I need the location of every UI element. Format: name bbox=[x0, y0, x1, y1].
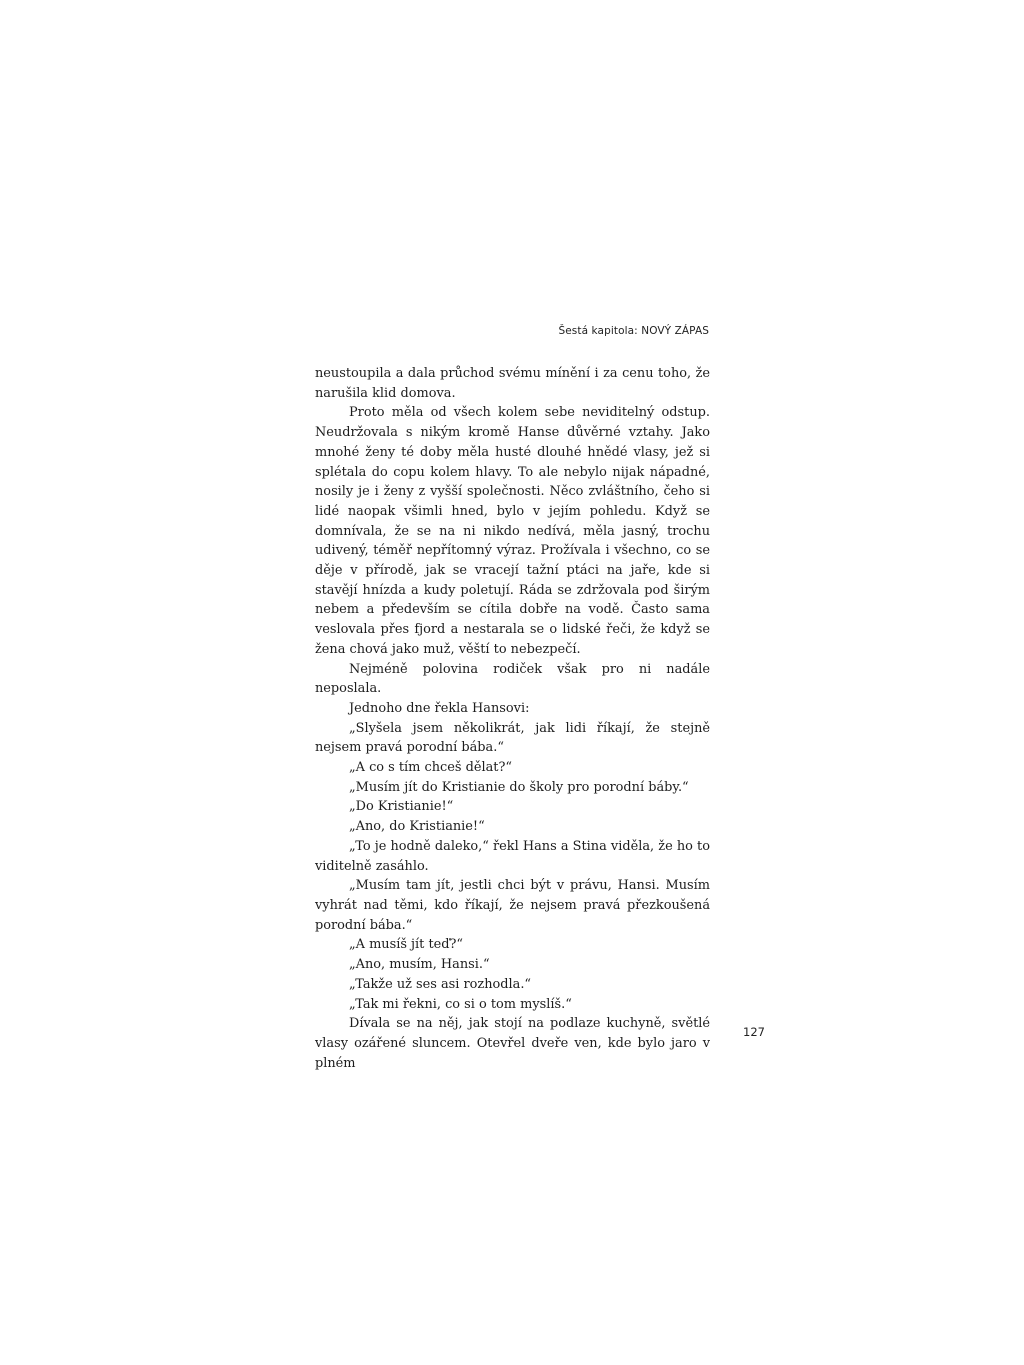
paragraph-9: „Ano, do Kristianie!“ bbox=[349, 819, 485, 835]
body-text bbox=[315, 364, 710, 1073]
page-number: 127 bbox=[743, 1025, 765, 1039]
paragraph-10: „To je hodně daleko,“ řekl Hans a Stina viděla, že ho to viditelně zasáhlo. bbox=[315, 838, 710, 874]
paragraph-11: „Musím tam jít, jestli chci být v právu, Hansi. Musím vyhrát nad těmi, kdo říkají, že nejsem pravá přezkoušená porodní bába.“ bbox=[315, 878, 710, 933]
paragraph-7: „Musím jít do Kristianie do školy pro porodní báby.“ bbox=[349, 779, 689, 795]
paragraph-5: „Slyšela jsem několikrát, jak lidi říkají, že stejně nejsem pravá porodní bába.“ bbox=[315, 720, 710, 756]
paragraph-13: „Ano, musím, Hansi.“ bbox=[349, 957, 490, 973]
paragraph-12: „A musíš jít teď?“ bbox=[349, 937, 464, 953]
paragraph-3: Nejméně polovina rodiček však pro ni nadále neposlala. bbox=[315, 661, 710, 697]
paragraph-15: „Tak mi řekni, co si o tom myslíš.“ bbox=[349, 996, 572, 1012]
paragraph-14: „Takže už ses asi rozhodla.“ bbox=[349, 976, 532, 992]
paragraph-16: Dívala se na něj, jak stojí na podlaze kuchyně, světlé vlasy ozářené sluncem. Otevřel dveře ven, kde bylo jaro v plném bbox=[315, 1016, 710, 1071]
paragraph-8: „Do Kristianie!“ bbox=[349, 799, 454, 815]
paragraph-6: „A co s tím chceš dělat?“ bbox=[349, 760, 512, 776]
running-header: Šestá kapitola: NOVÝ ZÁPAS bbox=[558, 325, 709, 337]
paragraph-1: neustoupila a dala průchod svému mínění i za cenu toho, že narušila klid domova. bbox=[315, 366, 710, 401]
paragraph-2: Proto měla od všech kolem sebe neviditelný odstup. Neudržovala s nikým kromě Hanse důvěrné vztahy. Jako mnohé ženy té doby měla husté dlouhé hnědé vlasy, jež si splétala do copu kolem hlavy. To ale nebylo nijak nápadné, nosily je i ženy z vyšší společnosti. Něco zvláštního, čeho si lidé naopak všimli hned, bylo v jejím pohledu. Když se domnívala, že se na ni nikdo nedívá, měla jasný, trochu udivený, téměř nepřítomný výraz. Prožívala i všechno, co se děje v přírodě, jak se vracejí tažní ptáci na jaře, kde si stavějí hnízda a kudy poletují. Ráda se zdržovala pod širým nebem a především se cítila dobře na vodě. Často sama veslovala přes fjord a nestarala se o lidské řeči, že když se žena chová jako muž, věští to nebezpečí. bbox=[315, 405, 710, 657]
paragraph-4: Jednoho dne řekla Hansovi: bbox=[349, 700, 530, 716]
